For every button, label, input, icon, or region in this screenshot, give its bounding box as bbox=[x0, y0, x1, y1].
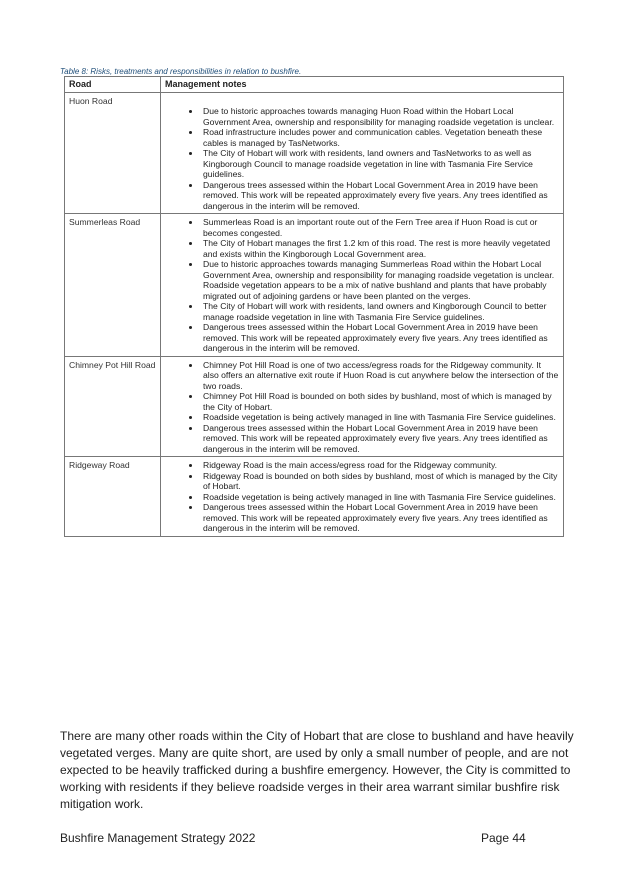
list-item: • The City of Hobart manages the first 1.2 km of this road. The rest is more heavily vegetated and exists within the Kingborough Local Government area. bbox=[201, 238, 559, 259]
list-item: • The City of Hobart will work with residents, land owners and Kingborough Council to better manage roadside vegetation in line with Tasmania Fire Service guidelines. bbox=[201, 301, 559, 322]
management-notes bbox=[161, 93, 564, 214]
table-row bbox=[65, 457, 564, 537]
table-row bbox=[65, 93, 564, 214]
list-item: • Summerleas Road is an important route out of the Fern Tree area if Huon Road is cut or becomes congested. bbox=[201, 217, 559, 238]
list-item: • Due to historic approaches towards managing Huon Road within the Hobart Local Government Area, ownership and responsibility for managing roadside vegetation is unclear. bbox=[201, 106, 559, 127]
list-item: • Roadside vegetation is being actively managed in line with Tasmania Fire Service guidelines. bbox=[201, 492, 559, 503]
header-management-notes: Management notes bbox=[161, 77, 564, 93]
table-caption: Table 8: Risks, treatments and responsibilities in relation to bushfire. bbox=[60, 67, 302, 76]
list-item: • Due to historic approaches towards managing Summerleas Road within the Hobart Local Government Area, ownership and responsibility for managing roadside vegetation is unclear. Roadside vegetation appears to be a mix of native bushland and plants that have probably migrated out of adjoining gardens or have been planted on the verges. bbox=[201, 259, 559, 301]
road-name: Chimney Pot Hill Road bbox=[65, 356, 161, 457]
management-notes bbox=[161, 457, 564, 537]
list-item: • Ridgeway Road is bounded on both sides by bushland, most of which is managed by the City of Hobart. bbox=[201, 471, 559, 492]
list-item: • The City of Hobart will work with residents, land owners and TasNetworks to as well as Kingborough Council to manage roadside vegetation in line with Tasmania Fire Service guidelines. bbox=[201, 148, 559, 180]
list-item: • Chimney Pot Hill Road is bounded on both sides by bushland, most of which is managed by the City of Hobart. bbox=[201, 391, 559, 412]
body-paragraph: There are many other roads within the City of Hobart that are close to bushland and have heavily vegetated verges. Many are quite short, are used by only a small number of people, and are not expected to be heavily trafficked during a bushfire emergency. However, the City is committed to working with residents if they believe roadside verges in their area warrant similar bushfire risk mitigation work. bbox=[60, 729, 574, 811]
header-road: Road bbox=[65, 77, 161, 93]
list-item: • Road infrastructure includes power and communication cables. Vegetation beneath these cables is managed by TasNetworks. bbox=[201, 127, 559, 148]
list-item: • Dangerous trees assessed within the Hobart Local Government Area in 2019 have been removed. This work will be repeated approximately every five years. Any trees identified as dangerous in the interim will be removed. bbox=[201, 423, 559, 455]
footer-document-title: Bushfire Management Strategy 2022 bbox=[60, 831, 256, 845]
management-notes bbox=[161, 214, 564, 357]
road-name: Summerleas Road bbox=[65, 214, 161, 357]
road-name: Huon Road bbox=[65, 93, 161, 214]
list-item: • Dangerous trees assessed within the Hobart Local Government Area in 2019 have been removed. This work will be repeated approximately every five years. Any trees identified as dangerous in the interim will be removed. bbox=[201, 180, 559, 212]
table-header-row bbox=[65, 77, 564, 93]
list-item: • Dangerous trees assessed within the Hobart Local Government Area in 2019 have been removed. This work will be repeated approximately every five years. Any trees identified as dangerous in the interim will be removed. bbox=[201, 322, 559, 354]
road-name: Ridgeway Road bbox=[65, 457, 161, 537]
roads-table bbox=[64, 76, 564, 537]
table-row bbox=[65, 356, 564, 457]
list-item: • Roadside vegetation is being actively managed in line with Tasmania Fire Service guidelines. bbox=[201, 412, 559, 423]
list-item: • Dangerous trees assessed within the Hobart Local Government Area in 2019 have been removed. This work will be repeated approximately every five years. Any trees identified as dangerous in the interim will be removed. bbox=[201, 502, 559, 534]
list-item: • Ridgeway Road is the main access/egress road for the Ridgeway community. bbox=[201, 460, 559, 471]
list-item: • Chimney Pot Hill Road is one of two access/egress roads for the Ridgeway community. It also offers an alternative exit route if Huon Road is cut anywhere below the intersection of the two roads. bbox=[201, 360, 559, 392]
table-row bbox=[65, 214, 564, 357]
footer-page-number: Page 44 bbox=[481, 831, 526, 845]
management-notes bbox=[161, 356, 564, 457]
